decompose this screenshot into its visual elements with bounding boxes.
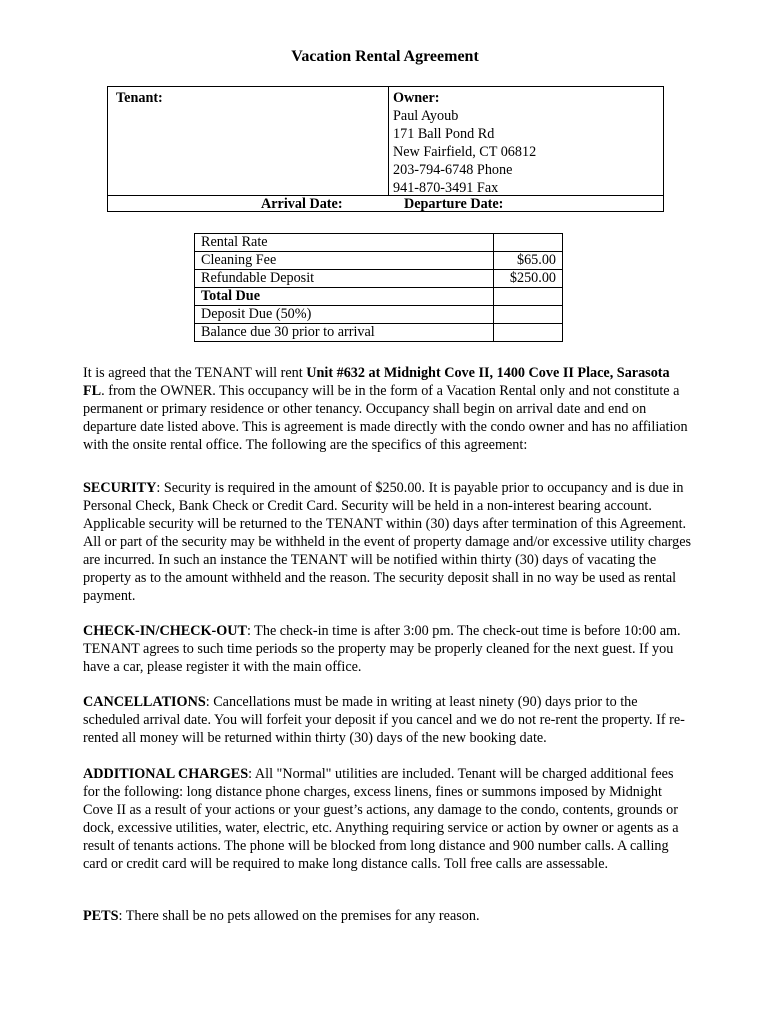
fee-amount: [494, 306, 563, 324]
fee-label: Refundable Deposit: [195, 270, 494, 288]
cancellations-text: : Cancellations must be made in writing at least ninety (90) days prior to the scheduled arrival date. You will forfeit your deposit if you cancel and we do not re-rent the property. If re-rented all money will be returned within thirty (30) days of the new booking date.: [83, 694, 685, 746]
fee-label: Total Due: [195, 288, 494, 306]
fee-row-deposit: [195, 270, 563, 288]
cancellations-paragraph: [83, 693, 693, 747]
fee-row-total: [195, 288, 563, 306]
fee-amount: $65.00: [494, 252, 563, 270]
additional-charges-heading: ADDITIONAL CHARGES: [83, 766, 249, 782]
fee-amount: [494, 288, 563, 306]
pets-paragraph: [83, 907, 693, 925]
fee-label: Cleaning Fee: [195, 252, 494, 270]
checkin-paragraph: [83, 622, 693, 676]
security-heading: SECURITY: [83, 480, 157, 496]
security-paragraph: [83, 479, 693, 605]
owner-label: Owner:: [393, 90, 440, 106]
fee-row-balance: [195, 324, 563, 342]
parties-divider: [388, 87, 389, 195]
owner-name: Paul Ayoub: [393, 108, 459, 124]
cancellations-heading: CANCELLATIONS: [83, 694, 206, 710]
checkin-heading: CHECK-IN/CHECK-OUT: [83, 623, 247, 639]
owner-phone: 203-794-6748 Phone: [393, 162, 513, 178]
owner-city: New Fairfield, CT 06812: [393, 144, 537, 160]
fee-amount: [494, 324, 563, 342]
departure-date-label: Departure Date:: [404, 196, 504, 212]
tenant-label: Tenant:: [116, 90, 163, 106]
fee-amount: [494, 234, 563, 252]
checkin-text: : The check-in time is after 3:00 pm. The check-out time is before 10:00 am. TENANT agrees to such time periods so the property may be properly cleaned for the next guest. If you have a car, please register it with the main office.: [83, 623, 681, 675]
additional-charges-text: : All "Normal" utilities are included. Tenant will be charged additional fees for the following: long distance phone charges, excess linens, fines or summons imposed by Midnight Cove II as a result of your actions or your guest’s actions, any damage to the condo, contents, grounds or dock, excessive utilities, water, electric, etc. Anything requiring service or action by owner or agents as a result of tenants actions. The phone will be blocked from long distance and 900 number calls. A calling card or credit card will be required to make long distance calls. Toll free calls are assessable.: [83, 766, 679, 872]
fee-row-deposit-due: [195, 306, 563, 324]
parties-box: [107, 86, 664, 212]
owner-fax: 941-870-3491 Fax: [393, 180, 499, 196]
fee-label: Deposit Due (50%): [195, 306, 494, 324]
arrival-date-label: Arrival Date:: [261, 196, 343, 212]
document-title: Vacation Rental Agreement: [291, 48, 479, 65]
fee-amount: $250.00: [494, 270, 563, 288]
security-text: : Security is required in the amount of $250.00. It is payable prior to occupancy and is due in Personal Check, Bank Check or Credit Card. Security will be held in a non-interest bearing account. Applicable security will be returned to the TENANT within (30) days after termination of this Agreement. All or part of the security may be withheld in the event of property damage and/or excessive utility charges are incurred. In such an instance the TENANT will be notified within thirty (30) days of vacating the property as to the amount withheld and the reason. The security deposit shall in no way be used as rental payment.: [83, 480, 692, 604]
intro-lead: It is agreed that the TENANT will rent: [83, 365, 307, 381]
additional-charges-paragraph: [83, 765, 693, 873]
fee-label: Balance due 30 prior to arrival: [195, 324, 494, 342]
pets-text: : There shall be no pets allowed on the premises for any reason.: [118, 908, 480, 924]
fee-row-rental-rate: [195, 234, 563, 252]
owner-block: [393, 89, 536, 197]
intro-rest: . from the OWNER. This occupancy will be in the form of a Vacation Rental only and not constitute a permanent or primary residence or other tenancy. Occupancy shall begin on arrival date and end on departure date listed above. This is agreement is made directly with the condo owner and has no affiliation with the onsite rental office. The following are the specifics of this agreement:: [83, 383, 688, 453]
pets-heading: PETS: [83, 908, 119, 924]
owner-street: 171 Ball Pond Rd: [393, 126, 495, 142]
fees-table: [194, 233, 563, 342]
fee-label: Rental Rate: [195, 234, 494, 252]
fee-row-cleaning: [195, 252, 563, 270]
dates-divider: [108, 195, 663, 196]
unit-address: Unit #632 at Midnight Cove II, 1400 Cove II Place, Sarasota FL: [83, 365, 670, 399]
intro-paragraph: [83, 364, 693, 454]
